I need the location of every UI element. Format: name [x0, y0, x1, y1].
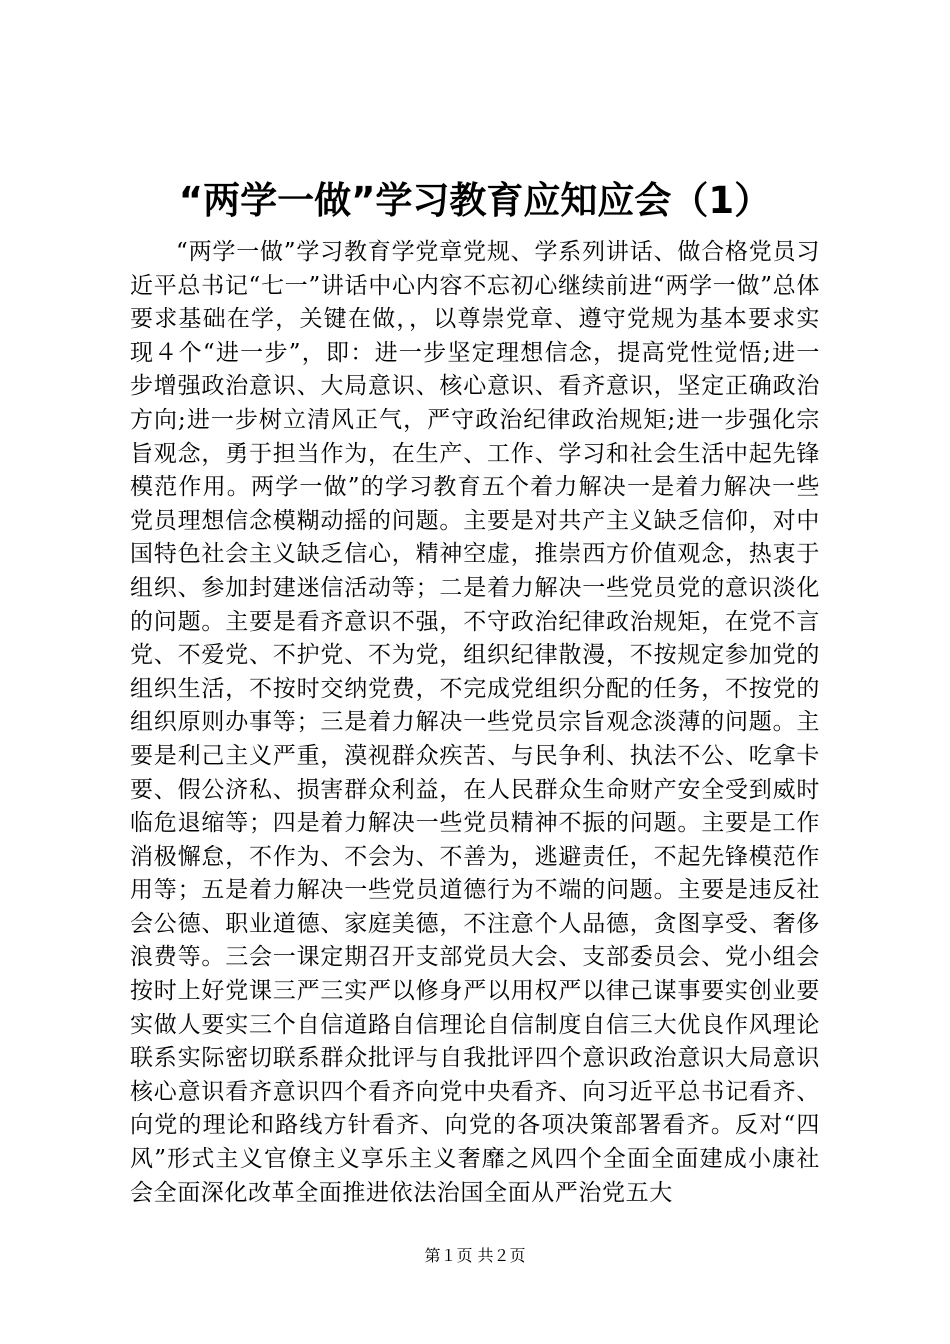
document-body-paragraph: “两学一做”学习教育学党章党规、学系列讲话、做合格党员习近平总书记“七一”讲话中心内容不忘初心继续前进“两学一做”总体要求基础在学，关键在做，，以尊崇党章、遵守党规为基本要求实现４个“进一步”，即：进一步坚定理想信念，提高党性觉悟;进一步增强政治意识、大局意识、核心意识、看齐意识，坚定正确政治方向;进一步树立清风正气，严守政治纪律政治规矩;进一步强化宗旨观念，勇于担当作为，在生产、工作、学习和社会生活中起先锋模范作用。两学一做”的学习教育五个着力解决一是着力解决一些党员理想信念模糊动摇的问题。主要是对共产主义缺乏信仰，对中国特色社会主义缺乏信心，精神空虚，推崇西方价值观念，热衷于组织、参加封建迷信活动等；二是着力解决一些党员党的意识淡化的问题。主要是看齐意识不强，不守政治纪律政治规矩，在党不言党、不爱党、不护党、不为党，组织纪律散漫，不按规定参加党的组织生活，不按时交纳党费，不完成党组织分配的任务，不按党的组织原则办事等；三是着力解决一些党员宗旨观念淡薄的问题。主要是利己主义严重，漠视群众疾苦、与民争利、执法不公、吃拿卡要、假公济私、损害群众利益，在人民群众生命财产安全受到威时临危退缩等；四是着力解决一些党员精神不振的问题。主要是工作消极懈怠，不作为、不会为、不善为，逃避责任，不起先锋模范作用等；五是着力解决一些党员道德行为不端的问题。主要是违反社会公德、职业道德、家庭美德，不注意个人品德，贪图享受、奢侈浪费等。三会一课定期召开支部党员大会、支部委员会、党小组会按时上好党课三严三实严以修身严以用权严以律己谋事要实创业要实做人要实三个自信道路自信理论自信制度自信三大优良作风理论联系实际密切联系群众批评与自我批评四个意识政治意识大局意识核心意识看齐意识四个看齐向党中央看齐、向习近平总书记看齐、向党的理论和路线方针看齐、向党的各项决策部署看齐。反对“四风”形式主义官僚主义享乐主义奢靡之风四个全面全面建成小康社会全面深化改革全面推进依法治国全面从严治党五大: [130, 239, 820, 1206]
document-title: “两学一做”学习教育应知应会（1）: [178, 179, 772, 222]
page-number-footer: 第１页 共２页: [424, 1246, 526, 1265]
